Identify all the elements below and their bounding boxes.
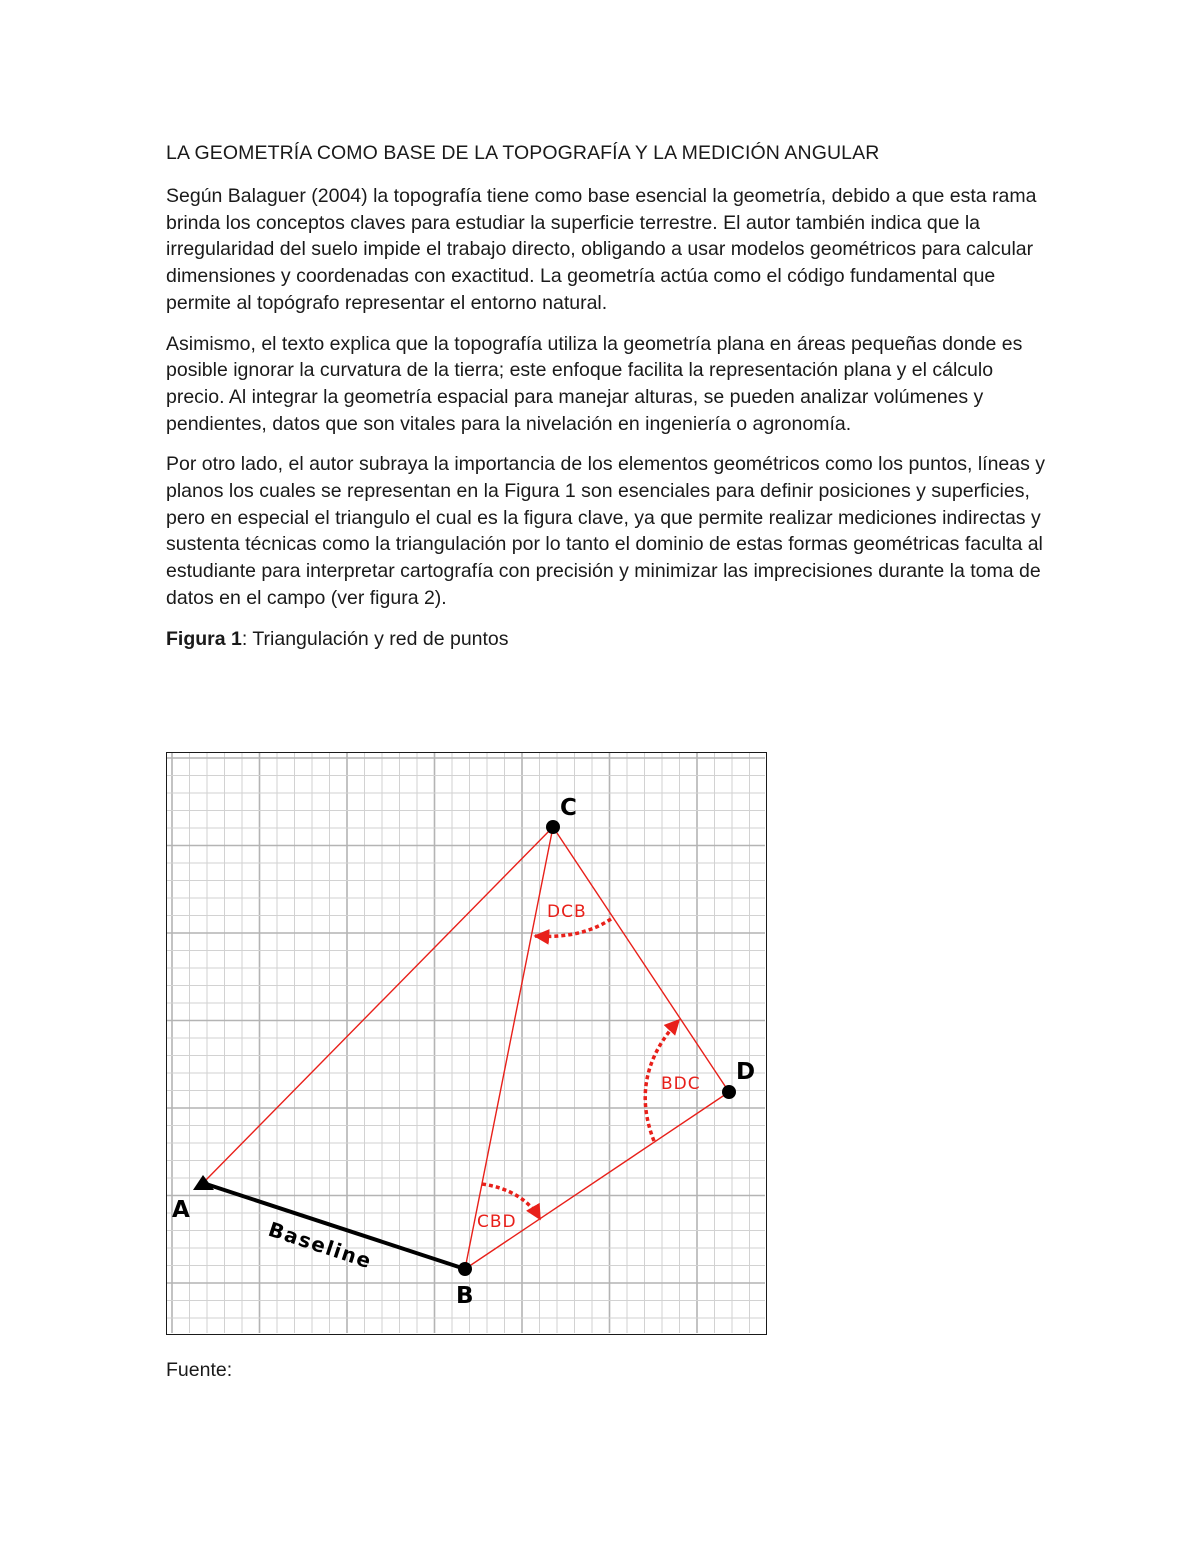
paragraph-3: Por otro lado, el autor subraya la importancia de los elementos geométricos como los puntos, líneas y planos los cuales se representan en la Figura 1 son esenciales para definir posiciones y superficies, pero en especial el triangulo el cual es la figura clave, ya que permite realizar mediciones indirectas y sustenta técnicas como la triangulación por lo tanto el dominio de estas formas geométricas faculta al estudiante para interpretar cartografía con precisión y minimizar las imprecisiones durante la toma de datos en el campo (ver figura 2). [166,453,1046,609]
paragraph-2: Asimismo, el texto explica que la topografía utiliza la geometría plana en áreas pequeñas donde es posible ignorar la curvatura de la tierra; este enfoque facilita la representación plana y el cálculo precio. Al integrar la geometría espacial para manejar alturas, se pueden analizar volúmenes y pendientes, datos que son vitales para la nivelación en ingeniería o agronomía. [166,332,1023,435]
paragraph-1: Según Balaguer (2004) la topografía tiene como base esencial la geometría, debido a que esta rama brinda los conceptos claves para estudiar la superficie terrestre. El autor también indica que la irregularidad del suelo impide el trabajo directo, obligando a usar modelos geométricos para calcular dimensiones y coordenadas con exactitud. La geometría actúa como el código fundamental que permite al topógrafo representar el entorno natural. [166,185,1037,314]
document-title: LA GEOMETRÍA COMO BASE DE LA TOPOGRAFÍA Y LA MEDICIÓN ANGULAR [166,142,880,164]
point-d-marker [722,1085,736,1099]
triangulation-diagram [167,753,765,1333]
figure-caption-label: Figura 1 [166,627,242,650]
point-label-c: C [560,795,577,821]
point-a-triangle-icon [193,1175,214,1190]
point-c-marker [546,820,560,834]
point-b-marker [458,1262,472,1276]
document-body [166,140,1046,652]
triangulation-lines [203,827,729,1269]
figure-caption-text: : Triangulación y red de puntos [241,627,509,650]
figure-caption [166,626,1046,652]
line-c-d [553,827,729,1092]
grid [167,753,765,1333]
point-label-d: D [736,1059,756,1085]
triangulation-figure [166,752,767,1335]
point-label-b: B [456,1283,474,1309]
angle-label-dcb: DCB [547,902,587,922]
angle-label-cbd: CBD [477,1212,517,1232]
baseline-label: Baseline [265,1216,376,1274]
point-label-a: A [172,1197,190,1223]
angle-label-bdc: BDC [661,1074,701,1094]
figure-source: Fuente: [166,1359,233,1381]
